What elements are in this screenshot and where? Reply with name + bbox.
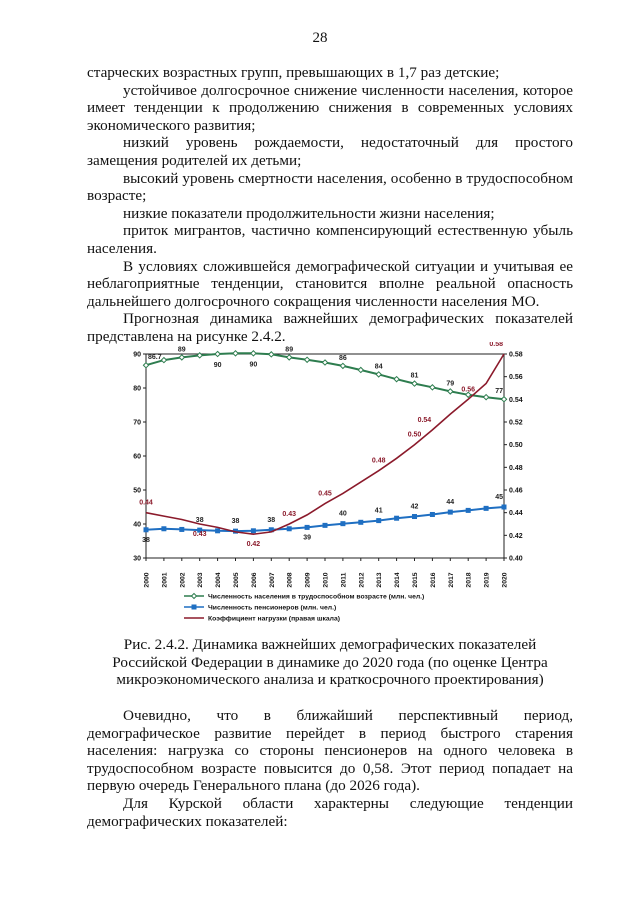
data-point <box>376 372 381 377</box>
data-point <box>161 526 166 531</box>
data-label: 44 <box>446 499 455 507</box>
data-point <box>215 528 220 533</box>
page-number: 28 <box>312 30 328 46</box>
data-label: 86 <box>339 354 347 362</box>
data-point <box>161 358 166 363</box>
data-label: 89 <box>285 346 294 354</box>
x-tick-label: 2010 <box>322 572 330 588</box>
paragraph: устойчивое долгосрочное снижение численности населения, которое имеет тенденции к продолжению снижения в современных условиях экономического развития; <box>87 81 573 134</box>
data-point <box>233 351 238 356</box>
data-point <box>144 527 149 532</box>
x-tick-label: 2015 <box>412 572 419 588</box>
paragraph: В условиях сложившейся демографической ситуации и учитывая ее неблагоприятные тенденции, становится вполне реальной опасность дальнейшего долгосрочного сокращения численности населения МО. <box>87 257 573 310</box>
data-point <box>394 377 399 382</box>
legend-label: Коэффициент нагрузки (правая шкала) <box>208 615 341 623</box>
data-label: 42 <box>410 503 419 511</box>
paragraph: Прогнозная динамика важнейших демографических показателей представлена на рисунке 2.4.2. <box>87 310 573 345</box>
data-label: 81 <box>410 372 419 380</box>
y2-tick-label: 0.40 <box>509 555 523 563</box>
data-point <box>501 397 506 402</box>
data-label: 90 <box>249 361 258 369</box>
paragraph: Очевидно, что в ближайший перспективный период, демографическое развитие перейдет в период быстрого старения населения: нагрузка со стороны пенсионеров на одного человека в трудоспособном возрасте повысится до 0,58. Этот период попадает на первую очередь Генерального плана (до 2026 года). <box>87 707 573 795</box>
x-tick-label: 2020 <box>501 572 509 588</box>
data-point <box>251 351 256 356</box>
x-tick-label: 2004 <box>215 572 223 588</box>
figure-caption: Рис. 2.4.2. Динамика важнейших демографических показателей Российской Федерации в динамике до 2020 года (по оценке Центра микроэкономического анализа и краткосрочного проектирования) <box>112 636 548 689</box>
data-point <box>143 363 148 368</box>
data-label: 0.44 <box>139 499 153 507</box>
data-point <box>287 355 292 360</box>
data-point <box>430 385 435 390</box>
data-point <box>376 518 381 523</box>
data-label: 38 <box>267 516 276 524</box>
data-point <box>340 521 345 526</box>
data-point <box>430 512 435 517</box>
data-label: 39 <box>303 534 311 542</box>
data-point <box>215 351 220 356</box>
data-label: 90 <box>213 362 222 369</box>
data-point <box>251 528 256 533</box>
data-point <box>394 516 399 521</box>
data-point <box>358 367 363 372</box>
data-label: 0.50 <box>407 431 422 439</box>
data-label: 0.58 <box>489 342 503 348</box>
data-label: 0.43 <box>192 531 207 538</box>
data-point <box>358 520 363 525</box>
legend-marker <box>192 594 197 599</box>
x-tick-label: 2008 <box>286 572 294 588</box>
x-tick-label: 2000 <box>143 572 151 588</box>
paragraph: Для Курской области характерны следующие тенденции демографических показателей: <box>87 794 573 830</box>
y2-tick-label: 0.42 <box>509 532 523 540</box>
y-tick-label: 60 <box>133 453 141 461</box>
data-point <box>340 363 345 368</box>
x-tick-label: 2005 <box>233 572 240 588</box>
paragraph: низкие показатели продолжительности жизни населения; <box>123 204 495 222</box>
paragraph: старческих возрастных групп, превышающих в 1,7 раз детские; <box>87 64 500 81</box>
x-tick-label: 2009 <box>304 572 312 588</box>
data-label: 38 <box>231 518 240 526</box>
data-point <box>179 527 184 532</box>
y2-tick-label: 0.48 <box>509 464 523 472</box>
data-point <box>448 389 453 394</box>
x-tick-label: 2003 <box>197 572 205 588</box>
data-label: 45 <box>495 494 503 501</box>
x-tick-label: 2018 <box>465 572 473 588</box>
x-tick-label: 2013 <box>376 572 384 588</box>
x-tick-label: 2016 <box>429 572 437 588</box>
paragraph: высокий уровень смертности населения, особенно в трудоспособном возрасте; <box>87 169 573 205</box>
y2-tick-label: 0.54 <box>509 396 523 404</box>
y-tick-label: 90 <box>133 351 141 359</box>
data-point <box>412 381 417 386</box>
x-tick-label: 2011 <box>340 572 348 588</box>
chart-svg <box>124 342 529 642</box>
data-label: 0.43 <box>282 511 297 518</box>
data-label: 0.45 <box>318 490 332 498</box>
y2-tick-label: 0.46 <box>509 487 523 495</box>
x-tick-label: 2001 <box>161 572 169 588</box>
data-label: 38 <box>142 536 150 544</box>
y2-tick-label: 0.44 <box>509 510 523 518</box>
data-label: 0.48 <box>371 457 386 465</box>
data-point <box>322 360 327 365</box>
x-tick-label: 2017 <box>447 572 455 588</box>
data-label: 89 <box>177 346 186 354</box>
data-label: 38 <box>195 517 204 525</box>
data-point <box>287 526 292 531</box>
data-point <box>484 506 489 511</box>
data-label: 0.54 <box>417 416 432 424</box>
legend-marker <box>192 605 197 610</box>
data-label: 84 <box>374 363 383 371</box>
body-text-top <box>87 64 573 346</box>
data-label: 86.7 <box>148 354 162 362</box>
data-label: 41 <box>374 507 383 515</box>
demographic-chart <box>124 342 529 642</box>
data-label: 0.56 <box>461 386 476 394</box>
y2-tick-label: 0.50 <box>509 442 523 450</box>
y-tick-label: 40 <box>133 521 141 529</box>
y-tick-label: 80 <box>133 385 141 393</box>
data-label: 79 <box>446 380 455 388</box>
data-point <box>502 505 507 510</box>
y2-tick-label: 0.58 <box>509 351 523 359</box>
data-point <box>179 355 184 360</box>
legend-label: Численность населения в трудоспособном возрасте (млн. чел.) <box>208 593 425 601</box>
data-point <box>269 352 274 357</box>
y-tick-label: 30 <box>133 555 141 563</box>
x-tick-label: 2006 <box>250 572 258 588</box>
paragraph: приток мигрантов, частично компенсирующий естественную убыль населения. <box>87 222 573 257</box>
x-tick-label: 2019 <box>483 572 491 588</box>
legend-label: Численность пенсионеров (млн. чел.) <box>208 604 337 612</box>
x-tick-label: 2007 <box>268 572 276 588</box>
data-label: 77 <box>495 388 503 396</box>
x-tick-label: 2002 <box>179 572 187 588</box>
x-tick-label: 2014 <box>394 572 402 588</box>
paragraph: низкий уровень рождаемости, недостаточный для простого замещения родителей их детьми; <box>87 134 573 169</box>
data-point <box>466 508 471 513</box>
data-point <box>448 510 453 515</box>
data-label: 40 <box>339 510 347 518</box>
y-tick-label: 70 <box>133 419 141 427</box>
x-tick-label: 2012 <box>358 572 366 588</box>
y2-tick-label: 0.56 <box>509 374 523 382</box>
body-text-bottom <box>87 707 573 830</box>
y-tick-label: 50 <box>133 487 141 495</box>
data-point <box>412 514 417 519</box>
y2-tick-label: 0.52 <box>509 419 523 427</box>
data-label: 0.42 <box>246 541 261 549</box>
data-point <box>323 523 328 528</box>
data-point <box>305 357 310 362</box>
data-point <box>484 395 489 400</box>
data-point <box>305 525 310 530</box>
